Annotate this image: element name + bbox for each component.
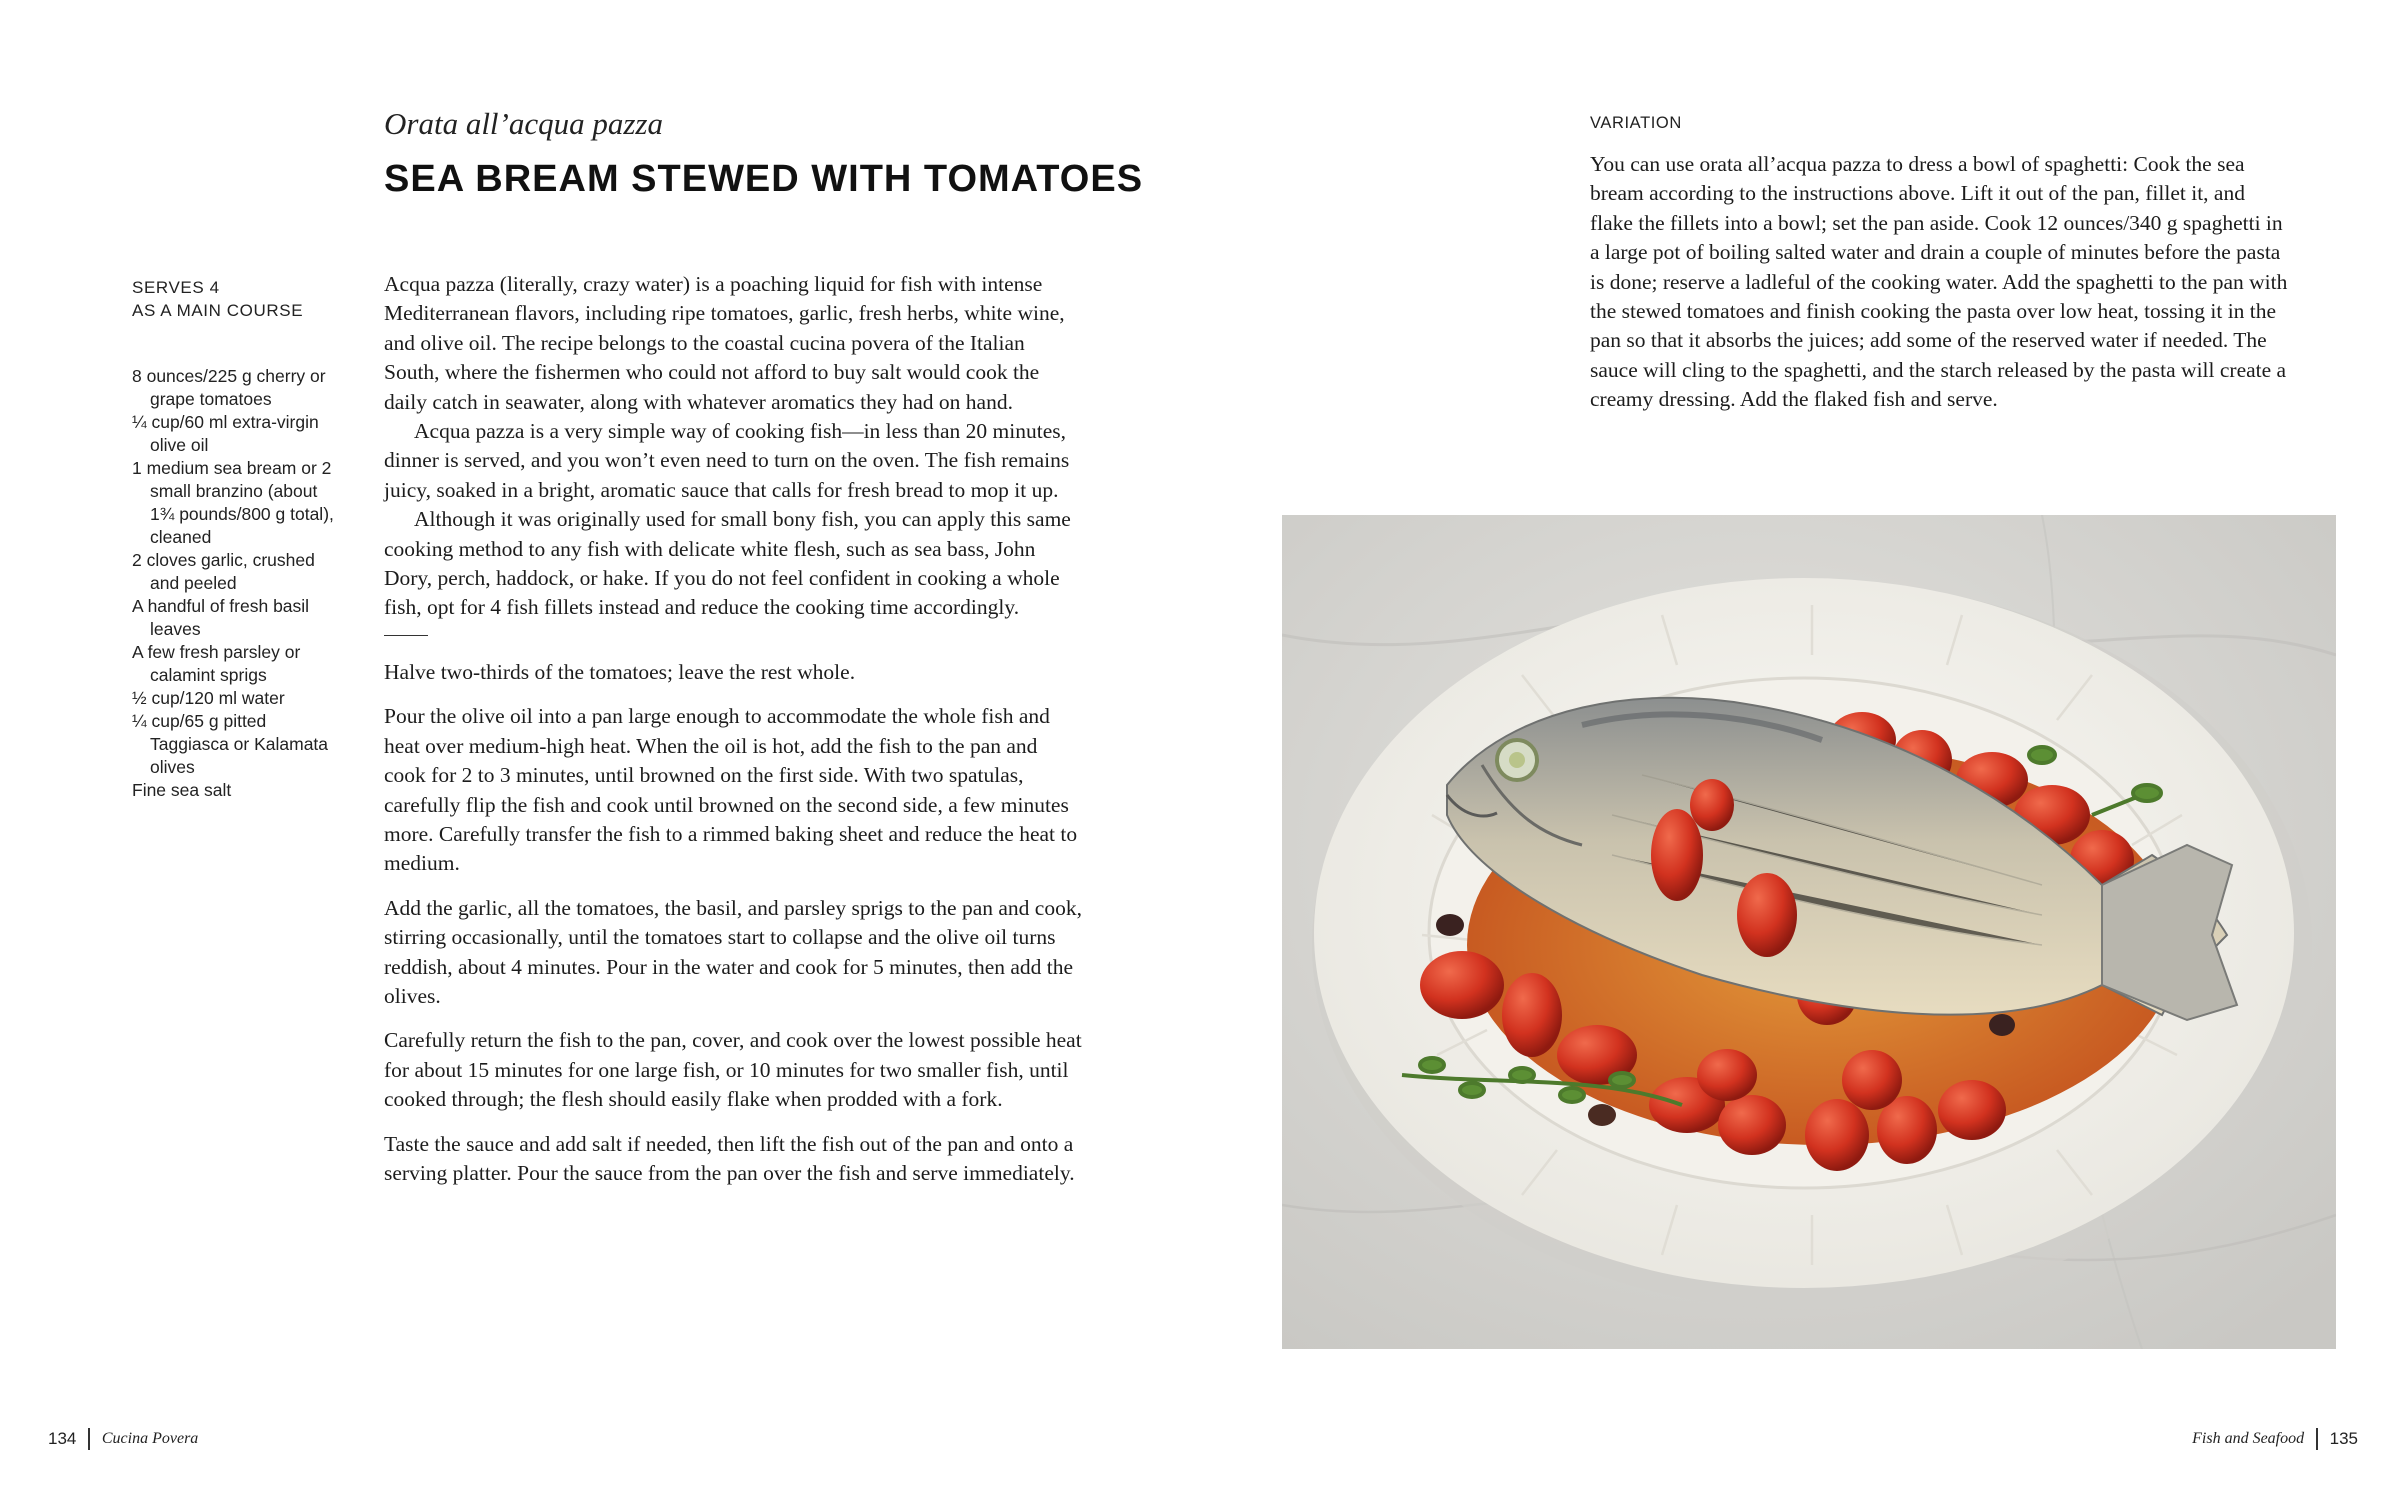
ingredient-item: A handful of fresh basil leaves	[132, 596, 310, 639]
variation-label: VARIATION	[1590, 114, 1682, 132]
method-step: Carefully return the fish to the pan, cover, and cook over the lowest possible heat for about 15 minutes for one large fish, or 10 minutes for two smaller fish, until cooked through; the flesh should easily flake when prodded with a fork.	[384, 1028, 1082, 1112]
sea-bream-platter-illustration	[1282, 515, 2336, 1349]
servings-course: AS A MAIN COURSE	[132, 301, 304, 320]
intro-paragraph: Although it was originally used for small bony fish, you can apply this same cooking method to any fish with delicate white flesh, such as sea bass, John Dory, perch, haddock, or hake. If you do not feel confident in cooking a whole fish, opt for 4 fish fillets instead and reduce the cooking time accordingly.	[384, 507, 1071, 620]
servings-info	[132, 276, 342, 322]
ingredient-item: 8 ounces/225 g cherry or grape tomatoes	[132, 366, 326, 409]
recipe-title: SEA BREAM STEWED WITH TOMATOES	[384, 158, 1144, 200]
book-title: Cucina Povera	[101, 1430, 199, 1447]
servings-line: SERVES 4	[132, 278, 220, 297]
recipe-subtitle: Orata all’acqua pazza	[384, 106, 663, 141]
intro-paragraph: Acqua pazza (literally, crazy water) is a poaching liquid for fish with intense Mediterranean flavors, including ripe tomatoes, garlic, fresh herbs, white wine, and olive oil. The recipe belongs to the coastal cucina povera of the Italian South, where the fishermen who could not afford to buy salt would cook the daily catch in seawater, along with whatever aromatics they had on hand.	[384, 272, 1065, 414]
ingredient-item: 1 medium sea bream or 2 small branzino (about 1¾ pounds/800 g total), cleaned	[132, 458, 334, 547]
footer-divider	[88, 1428, 90, 1450]
variation-text: You can use orata all’acqua pazza to dress a bowl of spaghetti: Cook the sea bream according to the instructions above. Lift it out of the pan, fillet it, and flake the fillets into a bowl; set the pan aside. Cook 12 ounces/340 g spaghetti in a large pot of boiling salted water and drain a couple of minutes before the pasta is done; reserve a ladleful of the cooking water. Add the spaghetti to the pan with the stewed tomatoes and finish cooking the pasta over low heat, tossing it in the pan so that it absorbs the juices; add some of the reserved water if needed. The sauce will cling to the spaghetti, and the starch released by the pasta will create a creamy dressing. Add the flaked fish and serve.	[1590, 152, 2288, 412]
section-divider	[384, 635, 428, 636]
ingredient-item: ¼ cup/65 g pitted Taggiasca or Kalamata olives	[132, 711, 329, 777]
method-step: Pour the olive oil into a pan large enough to accommodate the whole fish and heat over medium-high heat. When the oil is hot, add the fish to the pan and cook for 2 to 3 minutes, until browned on the first side. With two spatulas, carefully flip the fish and cook until browned on the second side, a few minutes more. Carefully transfer the fish to a rimmed baking sheet and reduce the heat to medium.	[384, 704, 1078, 876]
footer-divider	[2316, 1428, 2318, 1450]
ingredient-item: Fine sea salt	[132, 780, 232, 800]
chapter-title: Fish and Seafood	[2192, 1430, 2305, 1447]
page-number: 134	[48, 1429, 77, 1448]
ingredient-list	[132, 365, 342, 802]
ingredient-item: ¼ cup/60 ml extra-virgin olive oil	[132, 412, 319, 455]
ingredient-item: ½ cup/120 ml water	[132, 688, 285, 708]
method-step: Add the garlic, all the tomatoes, the basil, and parsley sprigs to the pan and cook, stirring occasionally, until the tomatoes start to collapse and the olive oil turns reddish, about 4 minutes. Pour in the water and cook for 5 minutes, then add the olives.	[384, 895, 1082, 1008]
ingredient-item: A few fresh parsley or calamint sprigs	[132, 642, 301, 685]
method-step: Halve two-thirds of the tomatoes; leave the rest whole.	[384, 659, 856, 684]
dish-photo	[1282, 515, 2336, 1349]
ingredient-item: 2 cloves garlic, crushed and peeled	[132, 550, 315, 593]
method-step: Taste the sauce and add salt if needed, then lift the fish out of the pan and onto a serving platter. Pour the sauce from the pan over the fish and serve immediately.	[384, 1131, 1075, 1185]
intro-paragraph: Acqua pazza is a very simple way of cooking fish—in less than 20 minutes, dinner is served, and you won’t even need to turn on the oven. The fish remains juicy, soaked in a bright, aromatic sauce that calls for fresh bread to mop it up.	[384, 419, 1070, 502]
page-number: 135	[2329, 1429, 2358, 1448]
footer-left	[48, 1428, 198, 1450]
recipe-body	[384, 270, 1084, 1203]
footer-right	[2192, 1428, 2358, 1450]
